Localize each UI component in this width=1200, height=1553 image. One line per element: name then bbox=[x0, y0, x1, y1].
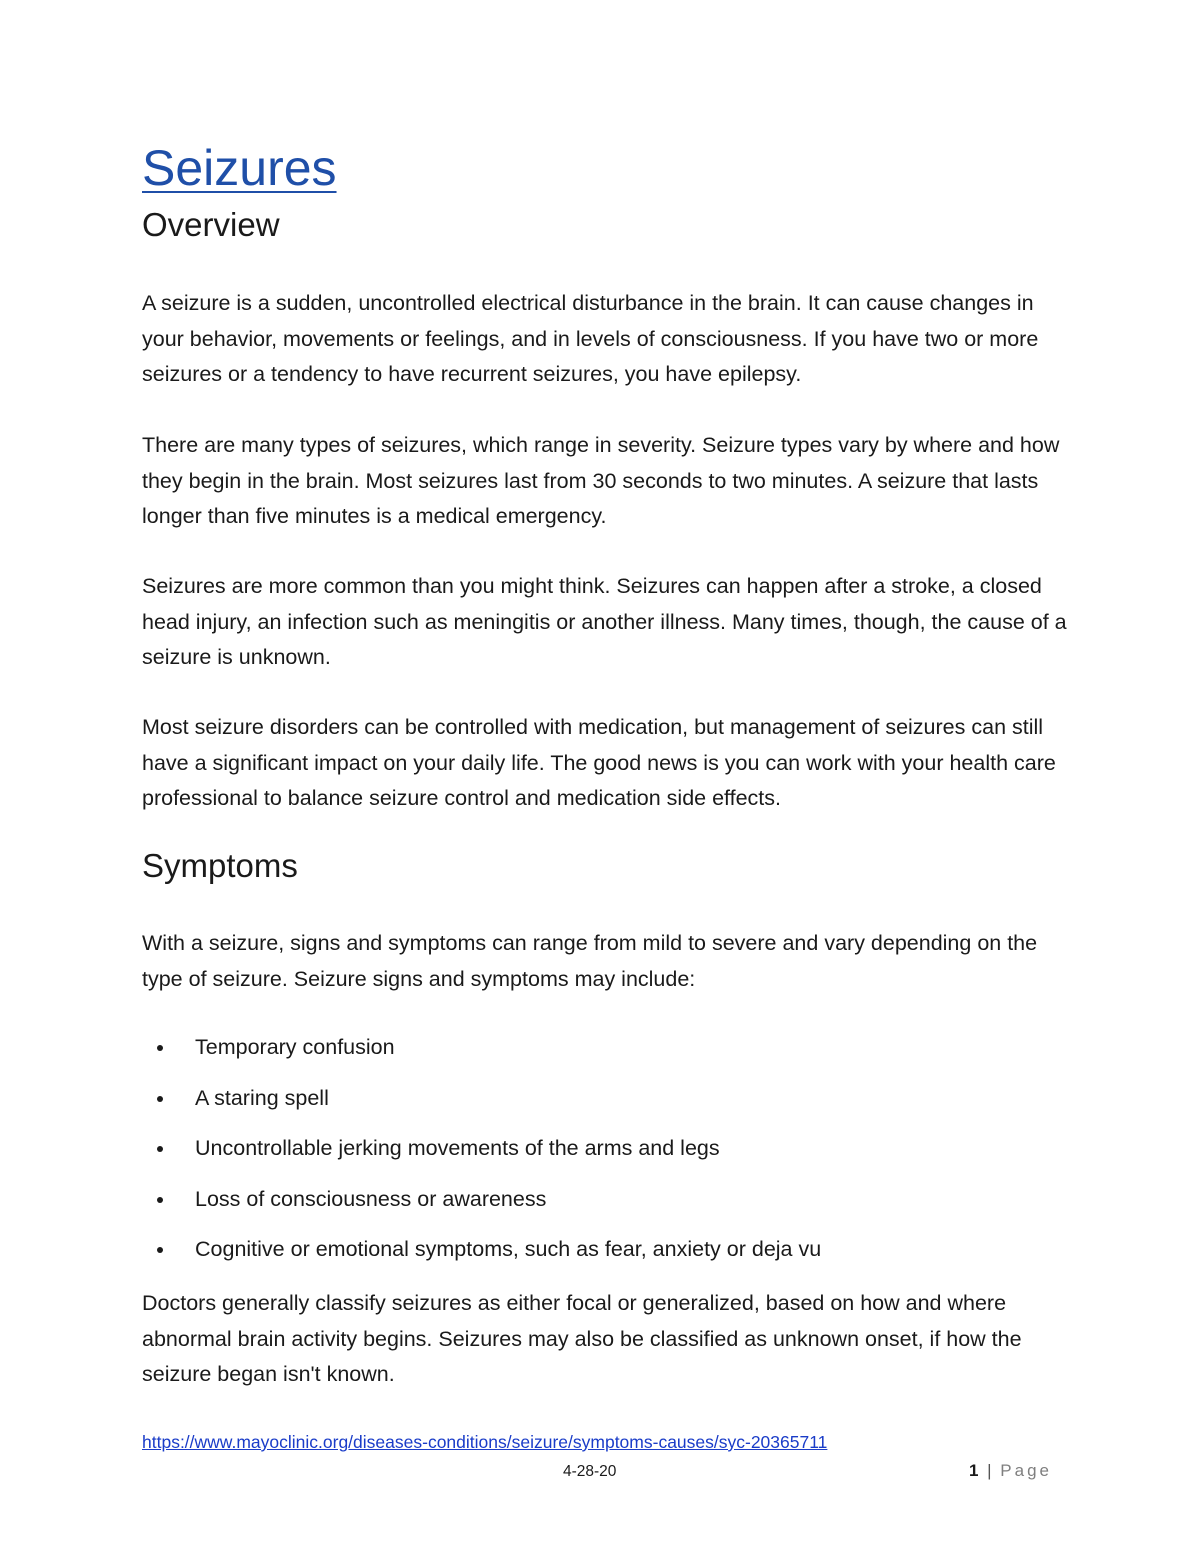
page-title[interactable]: Seizures bbox=[142, 140, 337, 196]
list-item bbox=[142, 1081, 821, 1132]
symptoms-intro: With a seizure, signs and symptoms can range from mild to severe and vary depending on the type of seizure. Seizure signs and symptoms may include: bbox=[142, 931, 1038, 991]
overview-paragraph-2: There are many types of seizures, which range in severity. Seizure types vary by where and how they begin in the brain. Most seizures last from 30 seconds to two minutes. A seizure that lasts longer than five minutes is a medical emergency. bbox=[142, 433, 1060, 528]
list-item-text: Uncontrollable jerking movements of the arms and legs bbox=[195, 1136, 720, 1160]
list-item-text: Cognitive or emotional symptoms, such as fear, anxiety or deja vu bbox=[195, 1237, 822, 1261]
overview-heading: Overview bbox=[142, 206, 280, 243]
list-item-text: Temporary confusion bbox=[195, 1035, 395, 1059]
bullet-icon bbox=[157, 1045, 163, 1051]
list-item-text: A staring spell bbox=[195, 1085, 329, 1110]
symptoms-list bbox=[142, 1030, 821, 1283]
list-item bbox=[142, 1030, 821, 1081]
overview-paragraph-1: A seizure is a sudden, uncontrolled electrical disturbance in the brain. It can cause changes in your behavior, movements or feelings, and in levels of consciousness. If you have two or more seizures or a tendency to have recurrent seizures, you have epilepsy. bbox=[142, 291, 1039, 386]
overview-paragraph-3: Seizures are more common than you might think. Seizures can happen after a stroke, a closed head injury, an infection such as meningitis or another illness. Many times, though, the cause of a seizure is unknown. bbox=[142, 574, 1067, 669]
page-number: 1 bbox=[968, 1461, 979, 1480]
list-item bbox=[142, 1232, 821, 1283]
list-item bbox=[142, 1131, 821, 1182]
list-item-text: Loss of consciousness or awareness bbox=[195, 1186, 547, 1211]
bullet-icon bbox=[157, 1146, 163, 1152]
page-number-footer bbox=[969, 1461, 1052, 1481]
bullet-icon bbox=[157, 1197, 163, 1203]
page-separator: | bbox=[987, 1461, 992, 1480]
bullet-icon bbox=[157, 1247, 163, 1253]
bullet-icon bbox=[157, 1096, 163, 1102]
symptoms-heading: Symptoms bbox=[142, 847, 298, 884]
overview-paragraph-4: Most seizure disorders can be controlled with medication, but management of seizures can still have a significant impact on your daily life. The good news is you can work with your health care professional to balance seizure control and medication side effects. bbox=[142, 715, 1056, 810]
source-link[interactable]: https://www.mayoclinic.org/diseases-conditions/seizure/symptoms-causes/syc-20365711 bbox=[142, 1432, 828, 1452]
page-label: Page bbox=[1000, 1461, 1052, 1480]
symptoms-closing-paragraph: Doctors generally classify seizures as either focal or generalized, based on how and where abnormal brain activity begins. Seizures may also be classified as unknown onset, if how the seizure began isn't known. bbox=[142, 1291, 1022, 1386]
footer-date: 4-28-20 bbox=[563, 1463, 617, 1480]
list-item bbox=[142, 1182, 821, 1233]
